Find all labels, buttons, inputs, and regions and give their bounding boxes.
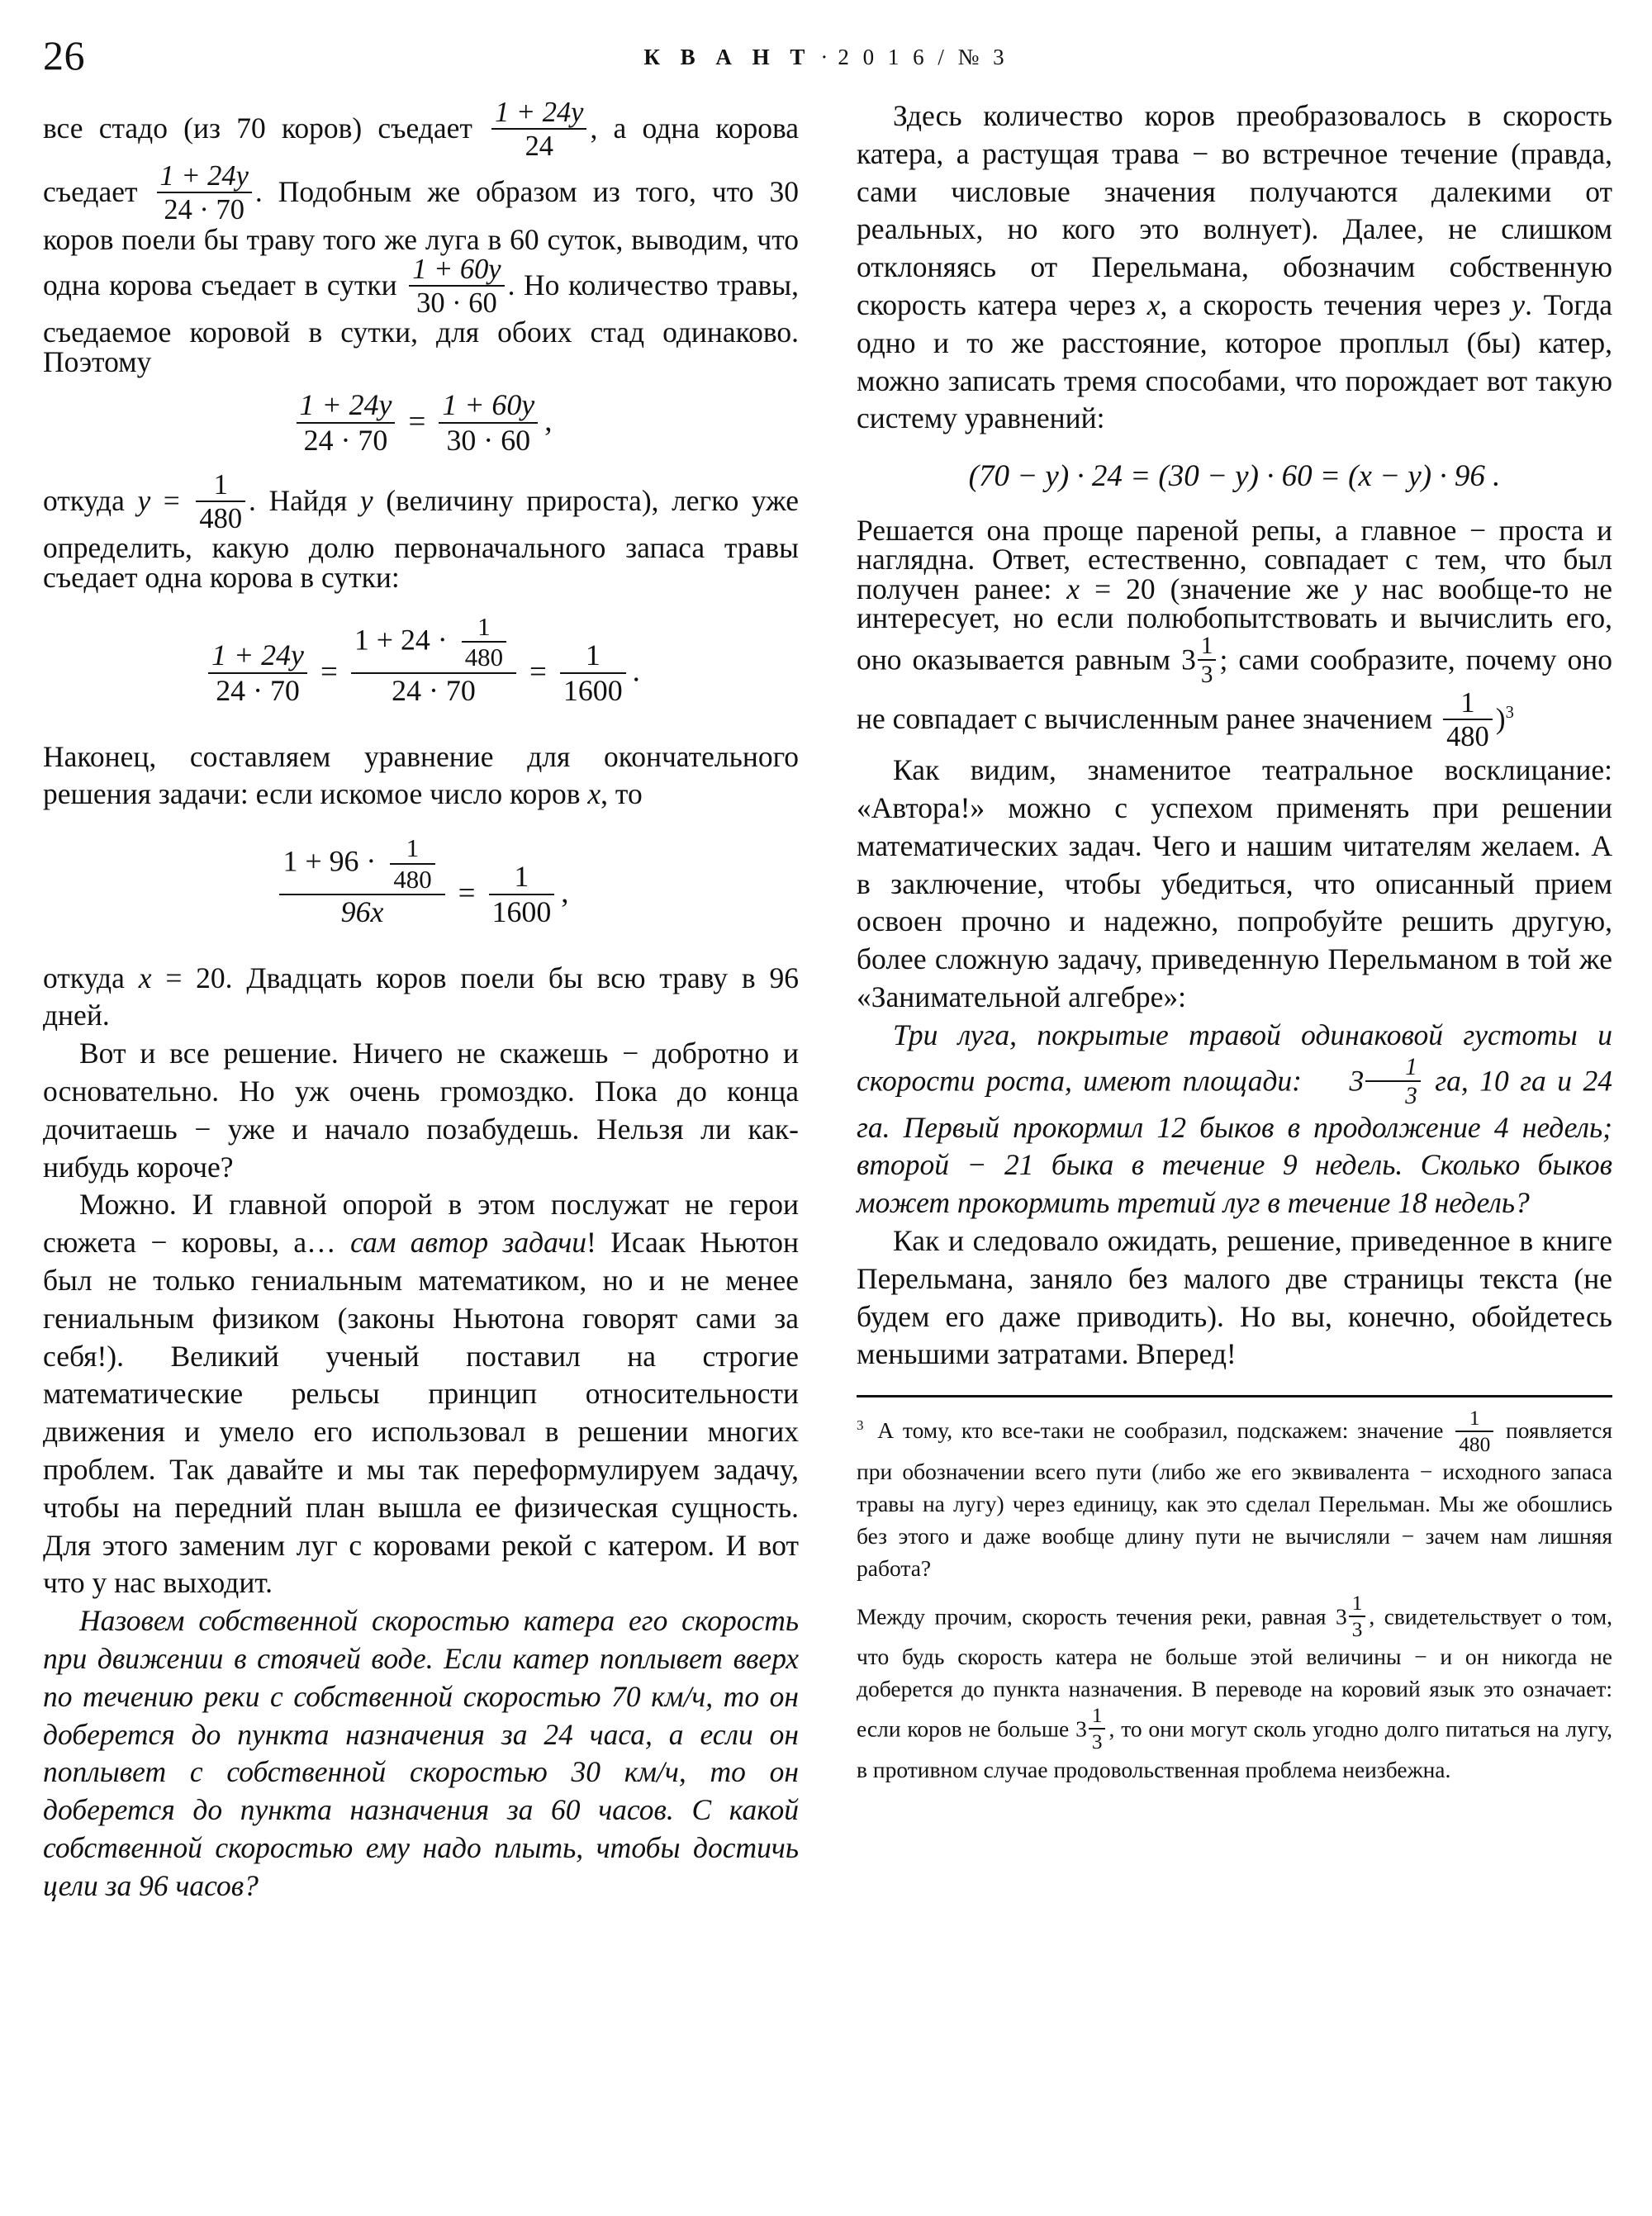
- spacer: [43, 814, 799, 822]
- fraction-denominator: 1600: [560, 672, 626, 707]
- equals-sign: =: [408, 404, 426, 439]
- fraction-numerator: 1 + 60y: [442, 388, 535, 422]
- equals-sign: =: [458, 875, 476, 910]
- mixed-fraction-part: [1198, 633, 1217, 688]
- text-run: . Но количество травы, съедаемое коровой в сутки, для обоих стад одинаково. Поэтому: [43, 268, 800, 378]
- fraction-denominator: 96x: [279, 894, 444, 928]
- equation-right-fraction: [439, 390, 538, 456]
- mixed-number-three-and-one-third: [1181, 633, 1219, 688]
- paragraph-final-equation-intro: [43, 738, 799, 814]
- fraction-numerator: 1 + 60y: [412, 254, 501, 286]
- fraction-denominator: 24 · 70: [297, 422, 396, 457]
- text-run: Здесь количество коров преобразовалось в скорость катера, а растущая трава − во встречное течение (правда, сами числовые значения получаются далекими от реальных, но кого это волнует). Далее, не слишком отклоняясь от Перельмана, обозначим собственную скорость катера через: [857, 99, 1612, 321]
- paragraph-newton-author: [43, 1186, 799, 1602]
- equation-punctuation: .: [632, 654, 640, 689]
- equals-sign: =: [529, 654, 547, 689]
- paragraph-solution-simple: [857, 513, 1612, 752]
- spacer: [43, 942, 799, 960]
- equals-sign: =: [320, 654, 338, 689]
- mixed-whole-part: 3: [1181, 643, 1196, 676]
- mixed-whole-part: 3: [1075, 1716, 1087, 1743]
- text-run: появляется при обозначении всего пути (либо же его эквивалента − исходного запаса травы на лугу) через единицу, как это сделал Перельман. Мы же обошлись без этого и даже вообще длину пути не вычисляли − зачем нам лишняя работа?: [857, 1417, 1612, 1582]
- equation-middle-fraction: [351, 614, 516, 706]
- fraction-denominator: 24 · 70: [157, 192, 252, 225]
- fraction-numerator: 1: [213, 468, 228, 501]
- text-run: , то: [601, 777, 643, 811]
- fraction-numerator: 1: [406, 834, 420, 863]
- fraction-numerator: 1: [1091, 1704, 1103, 1728]
- header-separator: ·: [820, 45, 830, 69]
- text-run: . Найдя: [249, 483, 360, 517]
- fraction-denominator: 480: [462, 641, 506, 671]
- fraction-denominator: 1600: [489, 894, 555, 928]
- numerator-text: 1 + 24 ·: [354, 623, 455, 657]
- paragraph-find-y: [43, 470, 799, 592]
- fraction-1-plus-24y-over-24: [491, 97, 586, 161]
- body-columns: [43, 97, 1612, 2162]
- text-run: ; сами сообразите, почему оно не совпадает с вычисленным ранее значением: [857, 643, 1612, 735]
- fraction-1-over-480: [1455, 1407, 1493, 1455]
- footnote-marker-3: 3: [857, 1416, 864, 1433]
- display-equation-1: [43, 390, 799, 456]
- fraction-numerator: 1 + 24y: [159, 160, 249, 192]
- journal-title: К В А Н Т: [643, 45, 813, 69]
- spacer: [43, 720, 799, 738]
- fraction-denominator: 30 · 60: [409, 285, 504, 318]
- display-equation-system: [857, 459, 1612, 495]
- text-run: = 20 (значение же: [1080, 572, 1355, 605]
- equation-left-fraction: [208, 640, 307, 706]
- fraction-numerator: 1: [1469, 1407, 1480, 1431]
- display-equation-2: [43, 614, 799, 706]
- equation-left-fraction: [297, 390, 396, 456]
- mixed-number-three-and-one-third: [1075, 1705, 1108, 1753]
- equation-punctuation: ,: [544, 404, 553, 439]
- spacer: [43, 592, 799, 600]
- footnote-reference-3[interactable]: 3: [1505, 703, 1514, 722]
- spacer: [857, 1584, 1612, 1592]
- mixed-number-three-and-one-third: [1336, 1592, 1369, 1640]
- mixed-fraction-part: [1349, 1592, 1366, 1640]
- text-run: (величину прироста), легко уже определить, какую долю первоначального запаса травы съедает одна корова в сутки:: [43, 483, 799, 594]
- variable-x: x: [1146, 287, 1161, 321]
- paragraph-three-meadows-problem: [857, 1017, 1612, 1222]
- variable-y: y: [1512, 287, 1526, 321]
- paragraph-boat-problem-statement: Назовем собственной скоростью катера его скорость при движении в стоячей воде. Если катер поплывет вверх по течению реки с собственной скоростью 70 км/ч, то он доберется до пункта назначения за 24 часа, а если он поплывет с собственной скоростью 30 км/ч, то он доберется до пункта назначения за 60 часов. С какой собственной скоростью ему надо плыть, чтобы достичь цели за 96 часов?: [43, 1604, 799, 1902]
- fraction-denominator: 480: [1443, 719, 1493, 752]
- variable-x: x: [587, 777, 601, 811]
- text-run: = 20. Двадцать коров поели бы всю траву в 96 дней.: [43, 961, 799, 1032]
- text-run: откуда: [43, 961, 139, 994]
- footnote-paragraph-2: [857, 1592, 1612, 1785]
- fraction-denominator: 480: [196, 501, 245, 534]
- text-run: , а одна корова съедает: [43, 111, 799, 209]
- fraction-numerator: 1 + 24y: [495, 97, 584, 128]
- equation-punctuation: ,: [561, 875, 569, 910]
- footnote-separator-rule: [857, 1395, 1612, 1397]
- nested-fraction-1-over-480: [390, 835, 434, 893]
- equation-right-fraction: [489, 861, 555, 928]
- fraction-numerator: 1: [1405, 1053, 1417, 1080]
- variable-y: y: [359, 483, 373, 517]
- variable-x: x: [1066, 572, 1080, 605]
- text-run: ): [1495, 701, 1506, 735]
- fraction-denominator: 3: [1349, 1616, 1366, 1641]
- spacer: [857, 438, 1612, 446]
- variable-y: y: [1354, 572, 1367, 605]
- fraction-denominator: 3: [1089, 1728, 1106, 1753]
- text-run: га, 10 га и 24 га. Первый прокормил 12 быков в продолжение 4 недель; второй − 21 быка в течение 9 недель. Сколько быков может прокормить третий луг в течение 18 недель?: [857, 1064, 1613, 1220]
- right-column: [857, 97, 1612, 1786]
- paragraph-herd-fraction: [43, 97, 799, 377]
- fraction-1-over-480: [1443, 688, 1493, 752]
- journal-issue: 2 0 1 6 / № 3: [838, 45, 1009, 69]
- emphasis-author-of-problem: сам автор задачи: [350, 1226, 587, 1260]
- fraction-numerator: [351, 614, 516, 672]
- text-run: Можно. И главной опорой в этом послужат не герои сюжета − коровы, а…: [43, 1188, 799, 1260]
- fraction-denominator: 24 · 70: [351, 672, 516, 707]
- paragraph-perelman-closing: Как и следовало ожидать, решение, приведенное в книге Перельмана, заняло без малого две страницы текста (не будем его даже приводить). Но вы, конечно, обойдетесь меньшими затратами. Вперед!: [857, 1224, 1612, 1371]
- mixed-whole-part: 3: [1349, 1064, 1365, 1098]
- text-run: Решается она проще пареной репы, а главное − проста и наглядна. Ответ, естественно, совпадает с тем, что был получен ранее:: [857, 513, 1612, 605]
- variable-y: y: [137, 483, 151, 517]
- text-run: откуда: [43, 483, 138, 517]
- fraction-numerator: 1: [585, 638, 601, 672]
- text-run: Наконец, составляем уравнение для окончательного решения задачи: если искомое число коров: [43, 739, 799, 811]
- text-run: ! Исаак Ньютон был не только гениальным математиком, но и не менее гениальным физиком (законы Ньютона говорят сами за себя!). Великий ученый поставил на строгие математические рельсы принцип относительности движения и умело его использовал в решении многих проблем. Так давайте и мы так переформулируем задачу, чтобы на передний план вышла ее физическая сущность. Для этого заменим луг с коровами рекой с катером. И вот что у нас выходит.: [43, 1226, 799, 1600]
- journal-header: [43, 45, 1609, 70]
- fraction-denominator: 30 · 60: [439, 422, 538, 457]
- fraction-numerator: 1: [1351, 1592, 1363, 1616]
- text-run: нас вообще-то не интересует, но если полюбопытствовать и вычислить его, оно оказывается равным: [857, 572, 1612, 676]
- fraction-numerator: 1 + 24y: [299, 388, 392, 422]
- text-run: . Подобным же образом из того, что 30 коров поели бы траву того же луга в 60 суток, выводим, что одна корова съедает в сутки: [43, 175, 800, 301]
- text-run: , то они могут сколь угодно долго питаться на лугу, в противном случае продовольственная проблема неизбежна.: [857, 1716, 1612, 1782]
- text-run: Три луга, покрытые травой одинаковой густоты и скорости роста, имеют площади:: [857, 1018, 1612, 1098]
- mixed-number-three-and-one-third: [1313, 1055, 1423, 1109]
- fraction-1-plus-24y-over-24-70: [157, 161, 252, 225]
- equation-right-fraction: [560, 640, 626, 706]
- text-run: . Тогда одно и то же расстояние, которое проплыл (бы) катер, можно записать тремя способами, что порождает вот такую систему уравнений:: [857, 287, 1612, 435]
- fraction-denominator: 480: [1455, 1431, 1493, 1456]
- numerator-text: 1 + 96 ·: [282, 844, 384, 878]
- text-run: , свидетельствует о том, что будь скорость катера не больше этой величины − и он никогда не доберется до пункта назначения. В переводе на коровий язык это означает: если коров не больше: [857, 1603, 1612, 1743]
- fraction-numerator: 1: [477, 613, 491, 642]
- text-run: , а скорость течения через: [1160, 287, 1512, 321]
- paragraph-solution-remark: Вот и все решение. Ничего не скажешь − добротно и основательно. Но уж очень громоздко. Пока до конца дочитаешь − уже и начало позабудешь. Нельзя ли как-нибудь короче?: [43, 1037, 799, 1184]
- fraction-denominator: 24 · 70: [208, 672, 307, 707]
- text-run: Между прочим, скорость течения реки, равная: [857, 1603, 1336, 1630]
- fraction-denominator: 3: [1365, 1080, 1421, 1109]
- footnote-block: [857, 1407, 1612, 1785]
- paragraph-author-exclamation: Как видим, знаменитое театральное восклицание: «Автора!» можно с успехом применять при решении математических задач. Чего и нашим читателям желаем. А в заключение, чтобы убедиться, что описанный прием освоен прочно и надежно, попробуйте решить другую, более сложную задачу, приведенную Перельманом в той же «Занимательной алгебре»:: [857, 753, 1612, 1013]
- fraction-1-plus-60y-over-30-60: [409, 254, 504, 318]
- paragraph-answer-x-20: [43, 960, 799, 1036]
- equation-system-expression: (70 − y) · 24 = (30 − y) · 60 = (x − y) · 96 .: [968, 459, 1501, 494]
- fraction-denominator: 24: [491, 128, 586, 161]
- fraction-numerator: [279, 835, 444, 894]
- paragraph-reformulation: [857, 97, 1612, 438]
- page-number: 26: [43, 32, 85, 78]
- mixed-fraction-part: [1089, 1705, 1106, 1753]
- fraction-denominator: 480: [390, 863, 434, 893]
- text-run: все стадо (из 70 коров) съедает: [43, 111, 489, 145]
- footnote-paragraph-1: [857, 1407, 1612, 1584]
- text-run: А тому, кто все-таки не сообразил, подскажем: значение: [868, 1417, 1453, 1444]
- fraction-1-over-480: [196, 470, 245, 534]
- display-equation-3: [43, 835, 799, 928]
- running-head: [43, 32, 1609, 84]
- fraction-numerator: 1 + 24y: [211, 638, 304, 672]
- mixed-fraction-part: [1365, 1055, 1421, 1109]
- fraction-numerator: 1: [1200, 632, 1213, 659]
- mixed-whole-part: 3: [1335, 1603, 1347, 1630]
- equation-left-fraction: [279, 835, 444, 928]
- nested-fraction-1-over-480: [462, 614, 506, 671]
- fraction-numerator: 1: [1460, 686, 1475, 719]
- fraction-denominator: 3: [1198, 659, 1217, 688]
- left-column: [43, 97, 799, 1905]
- variable-x: x: [138, 961, 152, 994]
- fraction-numerator: 1: [514, 860, 529, 894]
- equals-sign: =: [150, 483, 193, 517]
